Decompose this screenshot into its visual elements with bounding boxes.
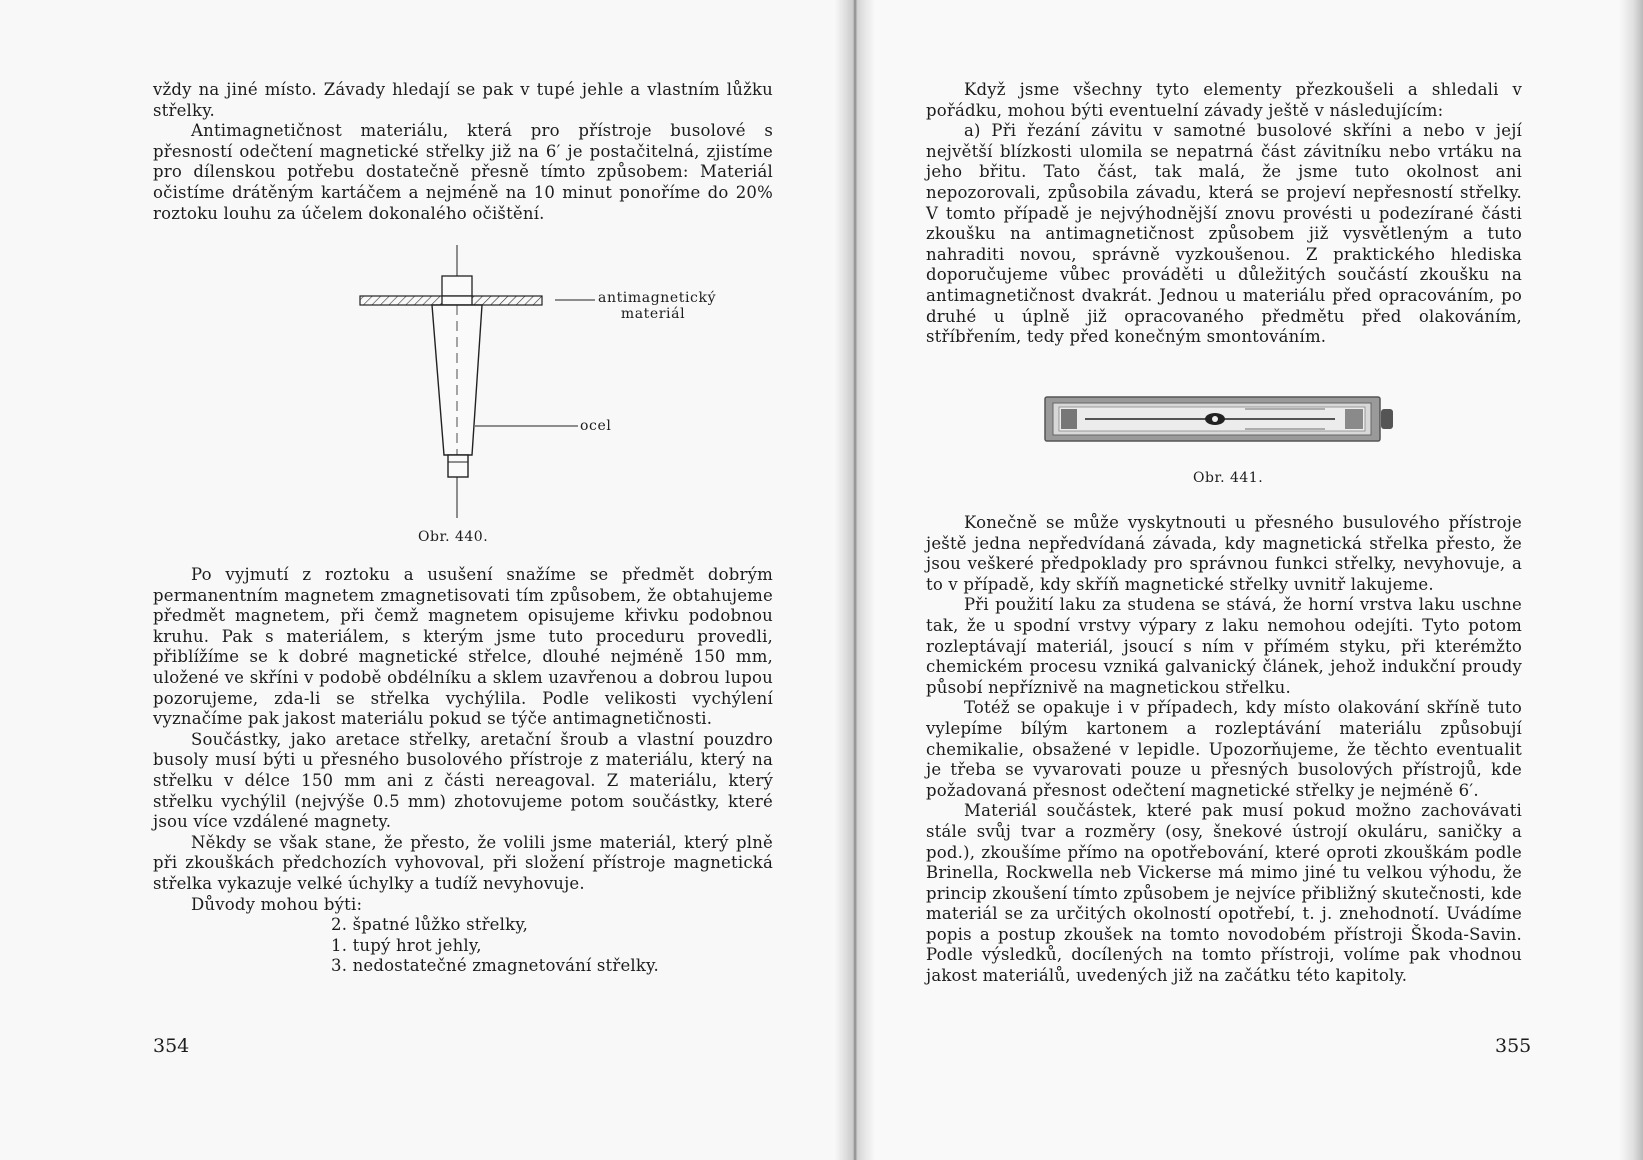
paragraph: Při použití laku za studena se stává, že horní vrstva laku uschne tak, že u spodní vrstvy výpary z laku nemohou odejíti. Tyto potom rozleptávají materiál, jsoucí s ním v přímém styku, při kterémžto chemickém procesu vzniká galvanický článek, jehož indukční proudy působí nepříznivě na magnetickou střelku. [926, 595, 1522, 697]
left-bottom-text [153, 565, 773, 977]
right-top-text [926, 80, 1522, 348]
label-steel: ocel [580, 418, 612, 434]
figure-441-compass-photo [1045, 395, 1395, 445]
paragraph: Materiál součástek, které pak musí pokud možno zachovávati stále svůj tvar a rozměry (osy, šnekové ústrojí okuláru, saničky a pod.), zkoušíme přímo na opotřebování, které oproti zkouškám podle Brinella, Rockwella neb Vickerse má mimo jiné tu velkou výhodu, že princip zkoušení tímto způsobem je nejvíce přibližný skutečnosti, kde materiál se za určitých okolností opotřebí, t. j. znehodnotí. Uvádíme popis a postup zkoušek na tomto novodobém přístroji Škoda-Savin. Podle výsledků, docílených na tomto přístroji, volíme pak vhodnou jakost materiálů, uvedených již na začátku této kapitoly. [926, 801, 1522, 986]
page-number-right: 355 [1495, 1035, 1532, 1057]
label-antimagnetic-material: antimagnetický materiál [598, 290, 717, 322]
paragraph: Někdy se však stane, že přesto, že volili jsme materiál, který plně při zkouškách předchozích vyhovoval, při složení přístroje magnetická střelka vykazuje velké úchylky a tudíž nevyhovuje. [153, 832, 773, 893]
paragraph: vždy na jiné místo. Závady hledají se pak v tupé jehle a vlastním lůžku střelky. [153, 80, 773, 120]
list-item: 3. nedostatečné zmagnetování střelky. [331, 956, 659, 976]
paragraph: Když jsme všechny tyto elementy přezkoušeli a shledali v pořádku, mohou býti eventuelní závady ještě v následujícím: [926, 80, 1522, 120]
top-block [442, 276, 472, 296]
book-gutter [835, 0, 875, 1160]
paragraph: Po vyjmutí z roztoku a usušení snažíme se předmět dobrým permanentním magnetem zmagnetisovati tím způsobem, že obtahujeme předmět magnetem, při čemž magnetem opisujeme křivku podobnou kruhu. Pak s materiálem, s kterým jsme tuto proceduru provedli, přiblížíme se k dobré magnetické střelce, dlouhé nejméně 150 mm, uložené ve skříni v podobě obdélníku a sklem uzavřenou a dobrou lupou pozorujeme, zda-li se střelka vychýlila. Podle velikosti vychýlení vyznačíme pak jakost materiálu pokud se týče antimagnetičnosti. [153, 565, 773, 729]
paragraph: Součástky, jako aretace střelky, aretační šroub a vlastní pouzdro busoly musí býti u přesného busolového přístroje z materiálu, který na střelku v délce 150 mm ani z části nereagoval. Z materiálu, který střelku vychýlil (nejvýše 0.5 mm) zhotovujeme potom součástky, které jsou více vzdálené magnety. [153, 729, 773, 832]
figure-440-drawing [360, 240, 560, 520]
figure-441-caption: Obr. 441. [1193, 470, 1264, 486]
page-number-left: 354 [153, 1035, 190, 1057]
list-item: 1. tupý hrot jehly, [331, 935, 482, 955]
paragraph: Antimagnetičnost materiálu, která pro přístroje busolové s přesností odečtení magnetické střelky již na 6′ je postačitelná, zjistíme pro dílenskou potřebu dostatečně přesně tímto způsobem: Materiál očistíme drátěným kartáčem a nejméně na 10 minut ponoříme do 20% roztoku louhu za účelem dokonalého očištění. [153, 121, 773, 223]
paragraph: a) Při řezání závitu v samotné busolové skříni a nebo v její největší blízkosti ulomila se nepatrná část závitníku nebo vrtáku na jeho břitu. Tato část, tak malá, že jsme tuto okolnost ani nepozorovali, způsobila závadu, která se projeví nepřesností střelky. V tomto případě je nejvýhodnější znovu provésti u podezírané části zkoušku na antimagnetičnost způsobem již vysvětleným a tuto nahraditi novou, správně vyzkoušenou. Z praktického hlediska doporučujeme vůbec prováděti u důležitých součástí zkoušku na antimagnetičnost dvakrát. Jednou u materiálu před opracováním, po druhé u úplně již opracovaného předmětu před olakováním, stříbřením, tedy před konečným smontováním. [926, 121, 1522, 347]
bottom-pin [448, 455, 468, 477]
page-edge [1619, 0, 1643, 1160]
right-bottom-text [926, 513, 1522, 987]
paragraph: Totéž se opakuje i v případech, kdy místo olakování skříně tuto vylepíme bílým kartonem a rozleptávání materiálu způsobují chemikalie, obsažené v lepidle. Upozorňujeme, že těchto eventualit je třeba se vyvarovati pouze u přesných busolových přístrojů, kde požadovaná přesnost odečtení magnetické střelky je nejméně 6′. [926, 698, 1522, 800]
paragraph: Důvody mohou býti: [191, 894, 363, 914]
paragraph: Konečně se může vyskytnouti u přesného busulového přístroje ještě jedna nepředvídaná závada, kdy magnetická střelka přesto, že jsou veškeré předpoklady pro správnou funkci střelky, nevyhovuje, a to v případě, kdy skříň magnetické střelky uvnitř lakujeme. [926, 513, 1522, 594]
left-top-text [153, 80, 773, 224]
figure-440-caption: Obr. 440. [418, 529, 489, 545]
list-item: 2. špatné lůžko střelky, [331, 915, 529, 935]
